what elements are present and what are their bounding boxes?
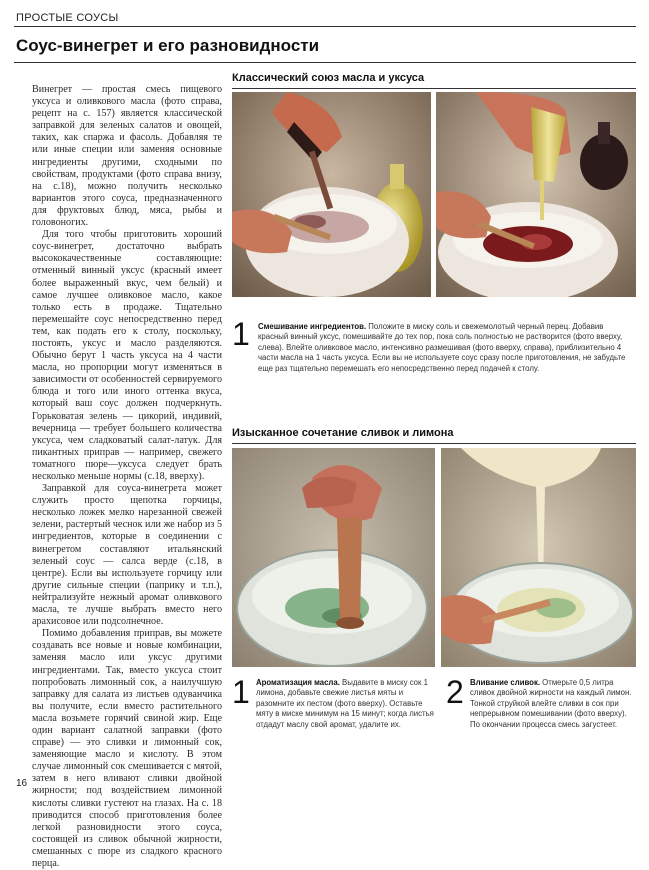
panel2-rule <box>232 443 636 444</box>
photo-mixing-vinegar <box>232 92 431 297</box>
photo-pouring-cream <box>441 448 636 667</box>
panel2-step2-number: 2 <box>446 674 464 710</box>
panel1-rule <box>232 88 636 89</box>
panel2-caption1-text: Выдавите в миску сок 1 лимона, добавьте свежие листья мяты и разомните их пестом (фото вверху). Оставьте мяту в миске минимум на 15 минут; когда листья отдадут маслу свой аромат, удалите их. <box>256 678 434 729</box>
panel2-caption2 <box>470 678 634 730</box>
page-title: Соус-винегрет и его разновидности <box>16 36 320 55</box>
page-number: 16 <box>16 778 28 789</box>
photo-adding-oil <box>436 92 636 297</box>
panel1-caption-title: Смешивание ингредиентов. <box>258 322 367 331</box>
panel2-caption1-title: Ароматизация масла. <box>256 678 340 687</box>
panel2-caption1 <box>256 678 434 730</box>
title-rule <box>14 62 636 63</box>
panel1-step-number: 1 <box>232 316 250 352</box>
top-rule <box>14 26 636 27</box>
section-label: ПРОСТЫЕ СОУСЫ <box>16 12 119 24</box>
body-paragraph: Помимо добавления приправ, вы можете создавать все новые и новые комбинации, заменяя масло или уксус другими ингредиентами. Так, вместо уксуса стоит попробовать лимонный сок, а наилучшую заправку для салата из листьев одуванчика вы получите, если вместо растительного масла возьмете горячий свиной жир. Еще один вариант салатной заправки (фото справе) — это сливки и лимонный сок, заменяющие масло и кислоту. В этом случае лимонный сок смешивается с мятой, затем в него вливают сливки двойной жирности; под воздействием лимонной кислоты сливки густеют на глазах. На с. 18 приводится способ приготовления более легкой разновидности этого соуса, состоящей из сливок обычной жирности, смешанных с пюре из сладкого красного перца. <box>32 628 222 869</box>
body-paragraph: Винегрет — простая смесь пищевого уксуса и оливкового масла (фото справа, рецепт на с. 157) является классической заправкой для зеленых салатов и овощей, таких, как спаржа и фасоль. Добавляя те или иные специи или заменяя основные ингредиенты другими, сходными по свойствам, продуктами (фото справа внизу, на с.18), можно получить несколько вариантов этого соуса, предназначенного для фруктовых блюд, мяса, рыбы и головоногих. <box>32 84 222 229</box>
body-text-column <box>32 84 222 870</box>
panel2-step1-number: 1 <box>232 674 250 710</box>
panel2-heading: Изысканное сочетание сливок и лимона <box>232 427 454 439</box>
panel2-caption2-title: Вливание сливок. <box>470 678 541 687</box>
body-paragraph: Для того чтобы приготовить хороший соус-винегрет, достаточно выбрать высококачественные составляющие: отменный винный уксус (красный имеет более выраженный вкус, чем белый) и самое лучшее оливковое масло, какое только есть в продаже. Тщательно перемешайте соус непосредственно перед тем, как подать его к столу, поскольку, постоять, уксус и масло разделяются. Обычно берут 1 часть уксуса на 4 части масла, но пропорции могут изменяться в зависимости от особенностей сервируемого блюда и того или иного оттенка вкуса, который ваш соус должен подчеркнуть. Горьковатая зелень — цикорий, индивий, вечерница — требует большего количества уксуса, чем сладковатый салат-латук. Для пикантных приправ — например, свежего томатного пюре—уксуса следует брать несколько меньше нормы (с.18, вверху). <box>32 229 222 482</box>
body-paragraph: Заправкой для соуса-винегрета может служить просто щепотка горчицы, несколько ложек мелко нарезанной свежей зелени, растертый чеснок или же набор из 5 ингредиентов, которые в соединении с винегретом составляют итальянский зеленый соус — салса верде (с.18, в центре). Если вы используете горчицу или другие сильные специи (паприку и т.п.), нейтрализуйте нежный аромат оливкового масла, те лучше выбрать вместо него арахисовое или подсолнечное. <box>32 483 222 628</box>
panel1-heading: Классический союз масла и уксуса <box>232 72 425 84</box>
photo-crushing-mint <box>232 448 435 667</box>
panel2-caption2-text: Отмерьте 0,5 литра сливок двойной жирности на каждый лимон. Тонкой струйкой влейте сливки в сок при непрерывном помешивании (фото вверху). По окончании процесса смесь загустеет. <box>470 678 632 729</box>
panel1-caption <box>258 322 632 374</box>
panel1-caption-text: Положите в миску соль и свежемолотый черный перец. Добавив красный винный уксус, помешивайте до тех пор, пока соль полностью не растворится (фото вверху, слева). Влейте оливковое масло, интенсивно размешивая (фото вверху, справа), приблизительно 4 части масла на 1 часть уксуса. Если вы не используете соус сразу после приготовления, не забудьте еще раз тщательно перемешать его непосредственно перед подачей к столу. <box>258 322 626 373</box>
